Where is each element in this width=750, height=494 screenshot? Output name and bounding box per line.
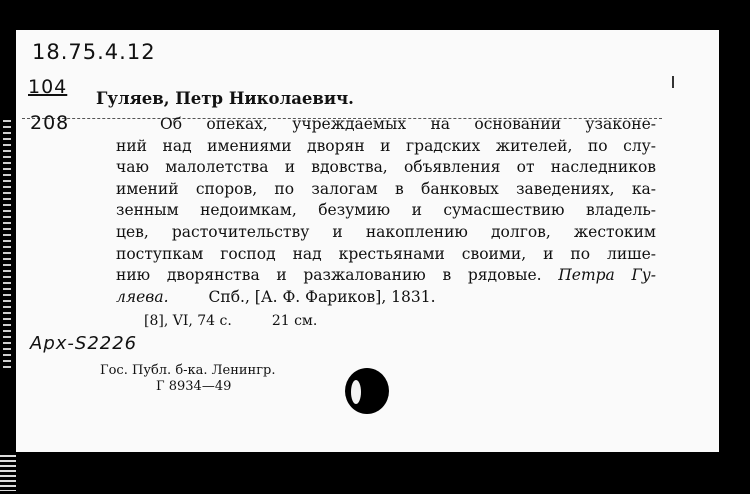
author-heading: Гуляев, Петр Николаевич. <box>96 89 354 108</box>
handwritten-number-bottom: 208 <box>30 112 70 134</box>
text-line-with-author <box>116 265 656 287</box>
imprint-line <box>116 287 656 309</box>
scan-edge-marks <box>3 120 11 370</box>
size: 21 см. <box>271 313 318 329</box>
imprint: Спб., [А. Ф. Фариков], 1831. <box>208 287 436 306</box>
text-line: имений споров, по залогам в банковых заведениях, ка- <box>116 179 656 198</box>
handwritten-archive-code: Арх-S2226 <box>30 333 138 354</box>
pagination: [8], VI, 74 с. <box>144 313 232 329</box>
physical-description <box>144 313 317 329</box>
text-line: цев, расточительству и накоплению долгов, жестоким <box>116 222 656 241</box>
text-line: ний над имениями дворян и градских жителей, по слу- <box>116 136 656 155</box>
text-line: Об опеках, учреждаемых на основании узаконе- <box>160 115 656 133</box>
handwritten-number-top: 104 <box>28 76 68 98</box>
catalog-card <box>16 30 719 452</box>
scan-edge-marks-bottom <box>0 455 16 491</box>
title-description <box>116 114 656 308</box>
stamp-line-2: Г 8934—49 <box>156 379 232 394</box>
punch-hole-highlight <box>351 380 361 404</box>
stamp-line-1: Гос. Публ. б-ка. Ленингр. <box>100 363 276 378</box>
text-line: чаю малолетства и вдовства, объявления от наследников <box>116 158 656 177</box>
text-line: нию дворянства и разжалованию в рядовые. <box>116 266 542 285</box>
text-line: поступкам господ над крестьянами своими, и по лише- <box>116 244 656 263</box>
pencil-tick <box>672 76 674 88</box>
library-stamp <box>100 363 275 395</box>
text-line: зенным недоимкам, безумию и сумасшествию владель- <box>116 201 656 220</box>
author-italic-part2: ляева. <box>116 287 169 306</box>
author-italic-part1: Петра Гу- <box>558 266 656 285</box>
handwritten-shelfmark: 18.75.4.12 <box>32 40 156 64</box>
